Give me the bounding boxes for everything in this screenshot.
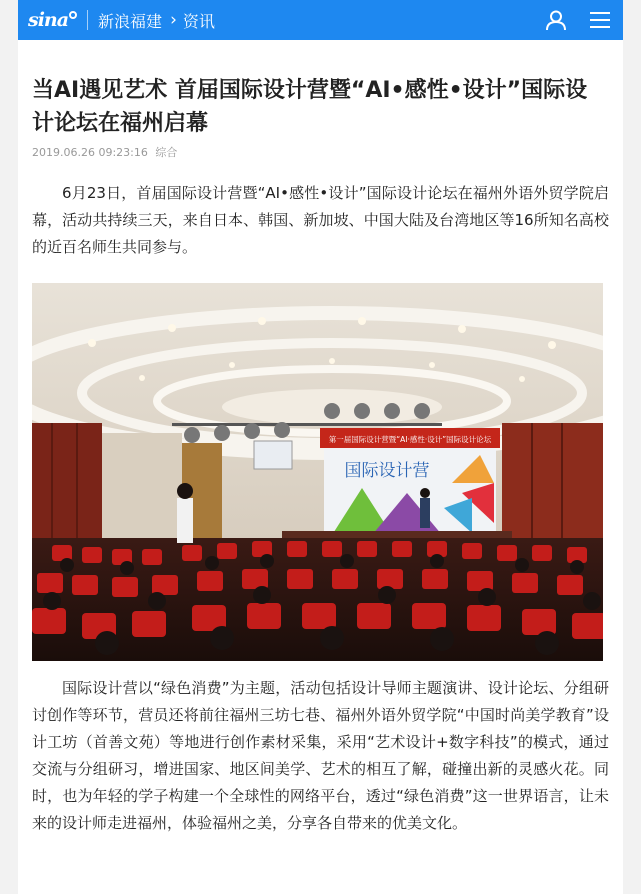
menu-icon (589, 10, 611, 30)
article-title: 当AI遇见艺术 首届国际设计营暨“AI•感性•设计”国际设计论坛在福州启幕 (32, 78, 588, 136)
article-date: 2019.06.26 09:23:16 (32, 146, 148, 159)
top-nav-bar (18, 0, 623, 40)
stage-screen-text: 国际设计营 (344, 461, 430, 481)
page (18, 0, 623, 894)
stage-banner-text: 第一届国际设计营暨“AI·感性·设计”国际设计论坛 (328, 435, 492, 444)
article-photo-auditorium (32, 283, 603, 661)
article-paragraph-1: 6月23日，首届国际设计营暨“AI•感性•设计”国际设计论坛在福州外语外贸学院启幕，活动共持续三天，来自日本、韩国、新加坡、中国大陆及台湾地区等16所知名高校的近百名师生共同参与。 (32, 184, 609, 256)
nav-divider (87, 10, 88, 30)
user-icon (545, 9, 567, 31)
logo-text: sina (28, 9, 69, 31)
breadcrumb-section-link[interactable]: 资讯 (182, 11, 215, 31)
article-category[interactable]: 综合 (155, 146, 178, 159)
sina-logo[interactable] (28, 9, 77, 31)
logo-eye-icon (69, 11, 77, 19)
user-button[interactable] (543, 7, 569, 33)
breadcrumb-site-link[interactable]: 新浪福建 (98, 11, 163, 31)
breadcrumb (98, 9, 215, 32)
article-meta (32, 144, 609, 160)
article-paragraph-2: 国际设计营以“绿色消费”为主题，活动包括设计导师主题演讲、设计论坛、分组研讨创作等环节，营员还将前往福州三坊七巷、福州外语外贸学院“中国时尚美学教育”设计工坊（首善文苑）等地进行创作素材采集，采用“艺术设计+数字科技”的模式，通过交流与分组研习，增进国家、地区间美学、艺术的相互了解，碰撞出新的灵感火花。同时，也为年轻的学子构建一个全球性的网络平台，透过“绿色消费”这一世界语言，让未来的设计师走进福州，体验福州之美，分享各自带来的优美文化。 (32, 679, 609, 832)
chevron-right-icon: › (170, 10, 177, 30)
menu-button[interactable] (587, 7, 613, 33)
